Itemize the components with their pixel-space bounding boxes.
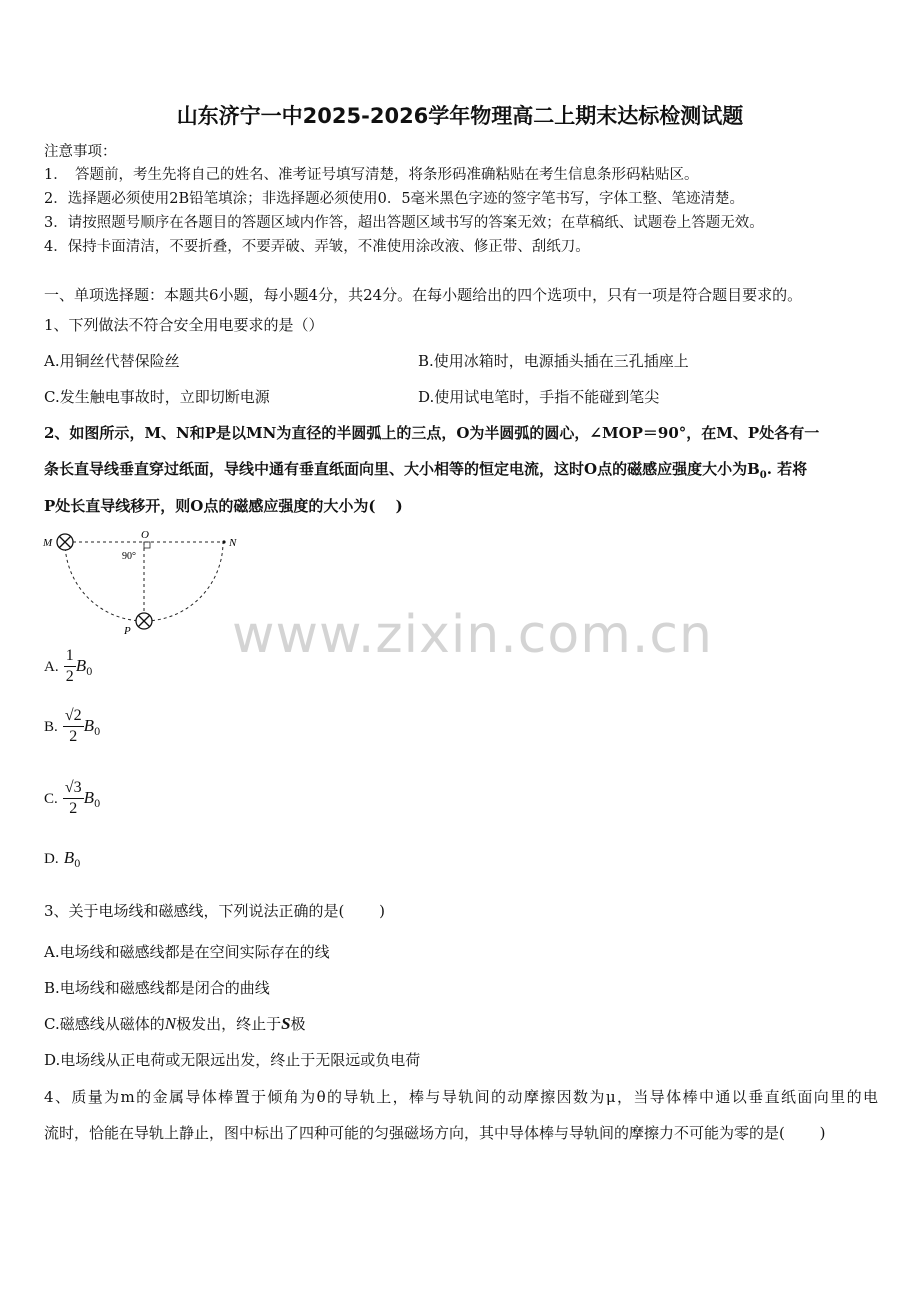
wire-into-page-icon (57, 534, 73, 550)
question-2-option-d: D. $B_0$ (44, 848, 81, 871)
point-n-dot (222, 540, 225, 543)
question-2-option-c: C. $\frac{√3}{2}$ $B_0$ (44, 779, 101, 817)
watermark: www.zixin.com.cn (232, 605, 713, 665)
wire-into-page-icon (136, 613, 152, 629)
question-2-line-1: 2、如图所示，M、N和P是以MN为直径的半圆弧上的三点，O为半圆弧的圆心，∠MOP＝90°，在M、P处各有一 (44, 424, 820, 442)
label-n: N (229, 537, 237, 549)
semicircle-wire-diagram (38, 526, 248, 638)
notice-item: 4．保持卡面清洁，不要折叠，不要弄破、弄皱，不准使用涂改液、修正带、刮纸刀。 (44, 239, 590, 255)
label-o: O (141, 529, 149, 541)
notice-item: 1． 答题前，考生先将自己的姓名、准考证号填写清楚，将条形码准确粘贴在考生信息条形码粘贴区。 (44, 167, 699, 183)
question-4-line-1: 4、质量为m的金属导体棒置于倾角为θ的导轨上，棒与导轨间的动摩擦因数为μ，当导体棒中通以垂直纸面向里的电 (44, 1088, 878, 1106)
question-2-option-a: A. $\frac{1}{2}$ $B_0$ (44, 647, 93, 685)
section-heading: 一、单项选择题：本题共6小题，每小题4分，共24分。在每小题给出的四个选项中，只有一项是符合题目要求的。 (44, 286, 803, 304)
notice-item: 3．请按照题号顺序在各题目的答题区域内作答，超出答题区域书写的答案无效；在草稿纸、试题卷上答题无效。 (44, 215, 764, 231)
page-title: 山东济宁一中2025-2026学年物理高二上期末达标检测试题 (176, 104, 744, 128)
right-angle-mark (144, 542, 150, 548)
question-1-option-d: D.使用试电笔时，手指不能碰到笔尖 (418, 388, 660, 406)
question-3-option-c: C.磁感线从磁体的N极发出，终止于S极 (44, 1014, 306, 1033)
question-2-option-b: B. $\frac{√2}{2}$ $B_0$ (44, 707, 101, 745)
question-3-stem: 3、关于电场线和磁感线，下列说法正确的是( ) (44, 902, 386, 920)
question-3-option-b: B.电场线和磁感线都是闭合的曲线 (44, 979, 270, 997)
label-p: P (124, 625, 131, 637)
question-1-option-a: A.用铜丝代替保险丝 (44, 352, 180, 370)
notice-item: 2．选择题必须使用2B铅笔填涂；非选择题必须使用0．5毫米黑色字迹的签字笔书写，字体工整、笔迹清楚。 (44, 191, 745, 207)
question-2-line-3: P处长直导线移开，则O点的磁感应强度的大小为( ) (44, 497, 403, 515)
question-3-option-d: D.电场线从正电荷或无限远出发，终止于无限远或负电荷 (44, 1051, 421, 1069)
question-1-stem: 1、下列做法不符合安全用电要求的是（） (44, 316, 324, 334)
question-1-option-c: C.发生触电事故时，立即切断电源 (44, 388, 270, 406)
label-m: M (43, 537, 53, 549)
question-4-line-2: 流时，恰能在导轨上静止，图中标出了四种可能的匀强磁场方向，其中导体棒与导轨间的摩擦力不可能为零的是( ) (44, 1124, 826, 1142)
question-3-option-a: A.电场线和磁感线都是在空间实际存在的线 (44, 943, 330, 961)
label-angle: 90° (122, 551, 136, 562)
notice-heading: 注意事项： (44, 144, 117, 160)
question-1-option-b: B.使用冰箱时，电源插头插在三孔插座上 (418, 352, 689, 370)
question-2-line-2: 条长直导线垂直穿过纸面，导线中通有垂直纸面向里、大小相等的恒定电流，这时O点的磁感应强度大小为$B_0$. 若将 (44, 460, 808, 481)
